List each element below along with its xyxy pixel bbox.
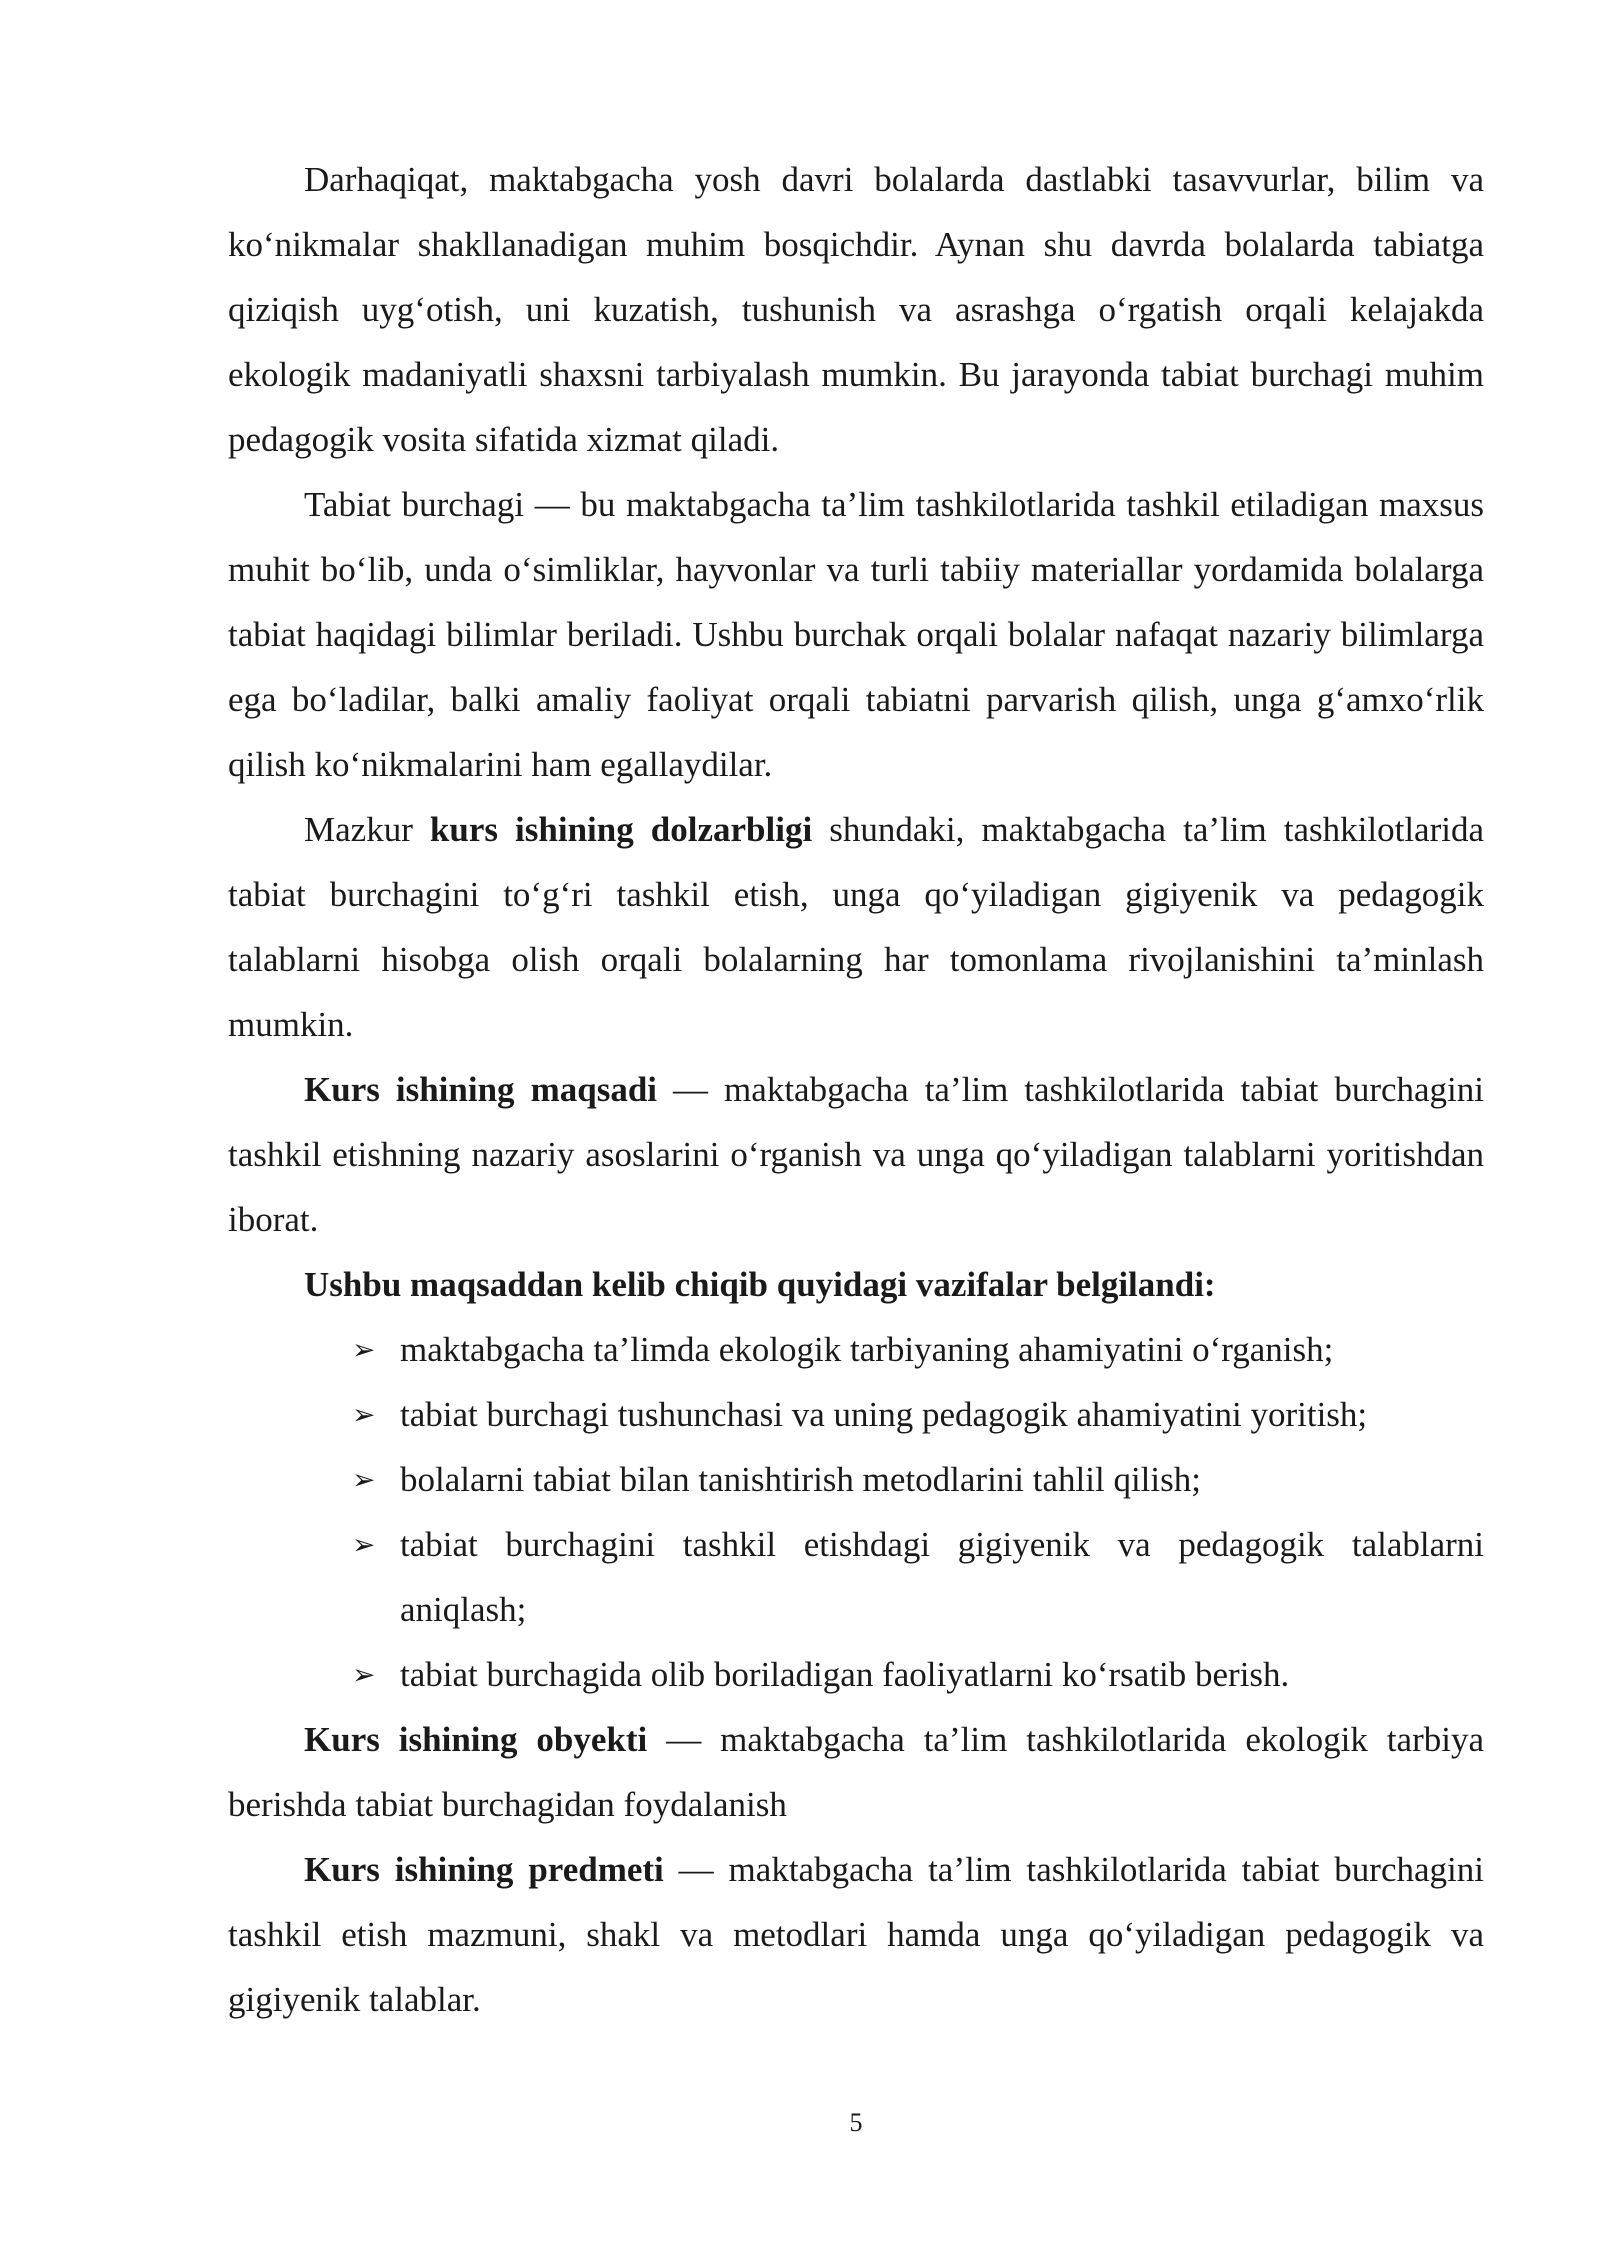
tasks-heading: Ushbu maqsaddan kelib chiqib quyidagi vazifalar belgilandi:	[304, 1265, 1216, 1304]
object-paragraph	[228, 1707, 1484, 1837]
relevance-text: shundaki, maktabgacha ta’lim tashkilotlarida tabiat burchagini to‘g‘ri tashkil etish, unga qo‘yiladigan gigiyenik va pedagogik talablarni hisobga olish orqali bolalarning har tomonlama rivojlanishini ta’minlash mumkin.	[228, 810, 1484, 1044]
object-text: — maktabgacha ta’lim tashkilotlarida ekologik tarbiya berishda tabiat burchagidan foydalanish	[228, 1720, 1484, 1824]
nature-corner-paragraph: Tabiat burchagi — bu maktabgacha ta’lim tashkilotlarida tashkil etiladigan maxsus muhit bo‘lib, unda o‘simliklar, hayvonlar va turli tabiiy materiallar yordamida bolalarga tabiat haqidagi bilimlar beriladi. Ushbu burchak orqali bolalar nafaqat nazariy bilimlarga ega bo‘ladilar, balki amaliy faoliyat orqali tabiatni parvarish qilish, unga g‘amxo‘rlik qilish ko‘nikmalarini ham egallaydilar.	[228, 485, 1484, 784]
list-item	[352, 1382, 1484, 1447]
arrow-bullet-icon: ➢	[352, 1398, 376, 1431]
arrow-bullet-icon: ➢	[352, 1333, 376, 1366]
object-term: Kurs ishining obyekti	[304, 1720, 648, 1759]
list-item-text: bolalarni tabiat bilan tanishtirish metodlarini tahlil qilish;	[400, 1460, 1201, 1499]
arrow-bullet-icon: ➢	[352, 1528, 376, 1561]
subject-paragraph	[228, 1837, 1484, 2032]
relevance-paragraph	[228, 797, 1484, 1057]
list-item-text: tabiat burchagi tushunchasi va uning pedagogik ahamiyatini yoritish;	[400, 1395, 1368, 1434]
intro-paragraph: Darhaqiqat, maktabgacha yosh davri bolalarda dastlabki tasavvurlar, bilim va ko‘nikmalar shakllanadigan muhim bosqichdir. Aynan shu davrda bolalarda tabiatga qiziqish uyg‘otish, uni kuzatish, tushunish va asrashga o‘rgatish orqali kelajakda ekologik madaniyatli shaxsni tarbiyalash mumkin. Bu jarayonda tabiat burchagi muhim pedagogik vosita sifatida xizmat qiladi.	[228, 160, 1484, 459]
list-item-text: tabiat burchagida olib boriladigan faoliyatlarni ko‘rsatib berish.	[400, 1655, 1290, 1694]
goal-text: — maktabgacha ta’lim tashkilotlarida tabiat burchagini tashkil etishning nazariy asoslarini o‘rganish va unga qo‘yiladigan talablarni yoritishdan iborat.	[228, 1070, 1484, 1239]
list-item	[352, 1642, 1484, 1707]
goal-term: Kurs ishining maqsadi	[304, 1070, 658, 1109]
arrow-bullet-icon: ➢	[352, 1658, 376, 1691]
tasks-list	[228, 1317, 1484, 1707]
relevance-term: kurs ishining dolzarbligi	[429, 810, 813, 849]
subject-term: Kurs ishining predmeti	[304, 1850, 664, 1889]
list-item-text: maktabgacha ta’limda ekologik tarbiyaning ahamiyatini o‘rganish;	[400, 1330, 1334, 1369]
list-item	[352, 1512, 1484, 1642]
list-item	[352, 1447, 1484, 1512]
goal-paragraph	[228, 1057, 1484, 1252]
page-body	[228, 147, 1484, 2032]
subject-text: — maktabgacha ta’lim tashkilotlarida tabiat burchagini tashkil etish mazmuni, shakl va metodlari hamda unga qo‘yiladigan pedagogik va gigiyenik talablar.	[228, 1850, 1484, 2019]
arrow-bullet-icon: ➢	[352, 1463, 376, 1496]
page-number: 5	[849, 2108, 863, 2137]
list-item	[352, 1317, 1484, 1382]
list-item-text: tabiat burchagini tashkil etishdagi gigiyenik va pedagogik talablarni aniqlash;	[400, 1525, 1484, 1629]
relevance-lead: Mazkur	[304, 810, 430, 849]
